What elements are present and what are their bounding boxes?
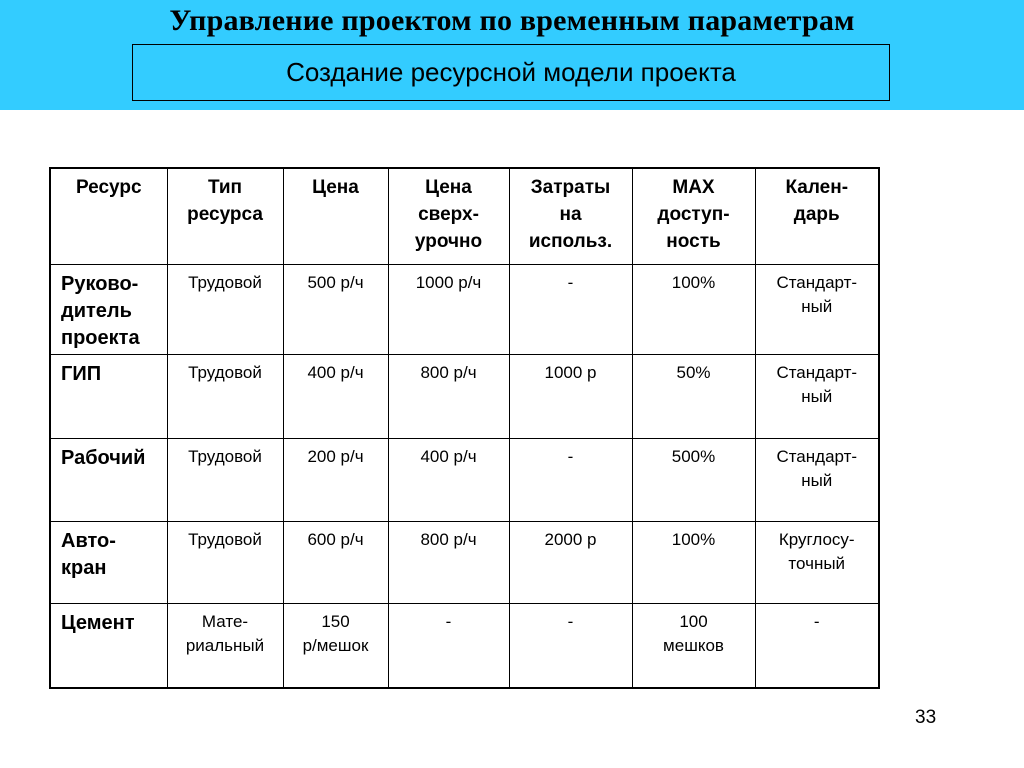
resource-name-cell: Руково- дитель проекта bbox=[50, 265, 167, 355]
table-cell: - bbox=[755, 604, 879, 688]
header-cell: Кален- дарь bbox=[755, 168, 879, 265]
slide-header bbox=[0, 0, 1024, 110]
resource-name-cell: Рабочий bbox=[50, 439, 167, 522]
slide-subtitle: Создание ресурсной модели проекта bbox=[286, 57, 736, 87]
table-cell: 500 р/ч bbox=[283, 265, 388, 355]
table-cell: 600 р/ч bbox=[283, 522, 388, 604]
table-cell: - bbox=[388, 604, 509, 688]
header-cell: MAX доступ- ность bbox=[632, 168, 755, 265]
table-cell: 200 р/ч bbox=[283, 439, 388, 522]
table-cell: 150 р/мешок bbox=[283, 604, 388, 688]
table-cell: 500% bbox=[632, 439, 755, 522]
table-cell: - bbox=[509, 439, 632, 522]
resource-table bbox=[49, 167, 880, 689]
table-cell: 800 р/ч bbox=[388, 522, 509, 604]
header-cell: Затраты на использ. bbox=[509, 168, 632, 265]
table-cell: 800 р/ч bbox=[388, 355, 509, 439]
header-cell: Ресурс bbox=[50, 168, 167, 265]
slide-title: Управление проектом по временным параметрам bbox=[169, 4, 855, 37]
table-cell: Трудовой bbox=[167, 439, 283, 522]
table-cell: Стандарт- ный bbox=[755, 439, 879, 522]
table-cell: Круглосу- точный bbox=[755, 522, 879, 604]
table-cell: 1000 р bbox=[509, 355, 632, 439]
table-row bbox=[50, 522, 879, 604]
table-cell: 400 р/ч bbox=[388, 439, 509, 522]
table-cell: 1000 р/ч bbox=[388, 265, 509, 355]
table-cell: 100% bbox=[632, 265, 755, 355]
subtitle-box bbox=[132, 44, 890, 101]
table-header-row bbox=[50, 168, 879, 265]
table-row bbox=[50, 355, 879, 439]
resource-name-cell: Цемент bbox=[50, 604, 167, 688]
resource-name-cell: Авто- кран bbox=[50, 522, 167, 604]
table-cell: Стандарт- ный bbox=[755, 355, 879, 439]
table-cell: - bbox=[509, 604, 632, 688]
resource-name-cell: ГИП bbox=[50, 355, 167, 439]
table-row bbox=[50, 604, 879, 688]
header-cell: Цена сверх- урочно bbox=[388, 168, 509, 265]
table-cell: Трудовой bbox=[167, 265, 283, 355]
table-cell: 400 р/ч bbox=[283, 355, 388, 439]
table-cell: 2000 р bbox=[509, 522, 632, 604]
header-cell: Цена bbox=[283, 168, 388, 265]
table-cell: Стандарт- ный bbox=[755, 265, 879, 355]
table-cell: 100 мешков bbox=[632, 604, 755, 688]
page-number: 33 bbox=[915, 707, 937, 728]
table-row bbox=[50, 265, 879, 355]
table-cell: 100% bbox=[632, 522, 755, 604]
table-row bbox=[50, 439, 879, 522]
table-cell: Трудовой bbox=[167, 522, 283, 604]
table-cell: Мате- риальный bbox=[167, 604, 283, 688]
table-cell: 50% bbox=[632, 355, 755, 439]
header-cell: Тип ресурса bbox=[167, 168, 283, 265]
table-cell: Трудовой bbox=[167, 355, 283, 439]
table-cell: - bbox=[509, 265, 632, 355]
